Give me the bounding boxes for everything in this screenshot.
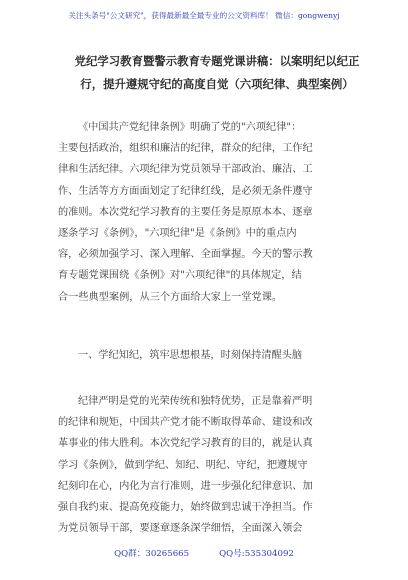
text-line: 逐条学习《条例》，"六项纪律"是《条例》中的重点内 <box>58 227 297 239</box>
text-line: 容，必须加强学习、深入理解、全面掌握。今天的警示教 <box>58 249 313 261</box>
footer-contact <box>0 547 408 559</box>
document-title <box>66 50 368 96</box>
text-line: 合一些典型案例，从三个方面给大家上一堂党课。 <box>58 291 283 303</box>
qq-group-text: QQ群：30265665 <box>114 549 190 559</box>
title-line: 党纪学习教育暨警示教育专题党课讲稿：以案明纪以纪正 <box>74 54 360 68</box>
paragraph-section-one <box>58 391 365 539</box>
text-line: 为党员领导干部，要逐章逐条深学细悟，全面深入领会 <box>58 523 303 535</box>
text-line: 律和生活纪律。六项纪律为党员领导干部政治、廉洁、工 <box>58 164 313 176</box>
qq-number-text: QQ号:535304092 <box>219 549 294 559</box>
text-line: 革事业的伟大胜利。本次党纪学习教育的目的，就是认真 <box>58 438 313 450</box>
paragraph-intro <box>58 117 365 308</box>
text-line: 纪律严明是党的光荣传统和独特优势，正是靠着严明 <box>78 396 313 407</box>
text-line: 育专题党课围绕《条例》对"六项纪律"的具体规定，结 <box>58 270 302 282</box>
text-line: 强自我约束、提高免疫能力，始终做到忠诚干净担当。作 <box>58 501 313 513</box>
title-line: 行，提升遵规守纪的高度自觉（六项纪律、典型案例） <box>80 77 354 91</box>
text-line: 作、生活等方方面面划定了纪律红线，是必须无条件遵守 <box>58 185 313 197</box>
text-line: 纪刻印在心，内化为言行准则，进一步强化纪律意识、加 <box>58 480 313 492</box>
header-banner: 关注头条号"公文研究"，获得最新最全最专业的公文资料库！ 微信：gongwenyj <box>68 11 340 20</box>
section-heading: 一、学纪知纪，筑牢思想根基，时刻保持清醒头脑 <box>78 350 303 361</box>
text-line: 的纪律和规矩，中国共产党才能不断取得革命、建设和改 <box>58 417 313 429</box>
text-line: 《中国共产党纪律条例》明确了党的"六项纪律"： <box>78 122 302 133</box>
text-line: 学习《条例》，做到学纪、知纪、明纪、守纪，把遵规守 <box>58 459 308 471</box>
text-line: 的准则。本次党纪学习教育的主要任务是原原本本、逐章 <box>58 206 313 218</box>
text-line: 主要包括政治，组织和廉洁的纪律，群众的纪律，工作纪 <box>58 143 313 155</box>
